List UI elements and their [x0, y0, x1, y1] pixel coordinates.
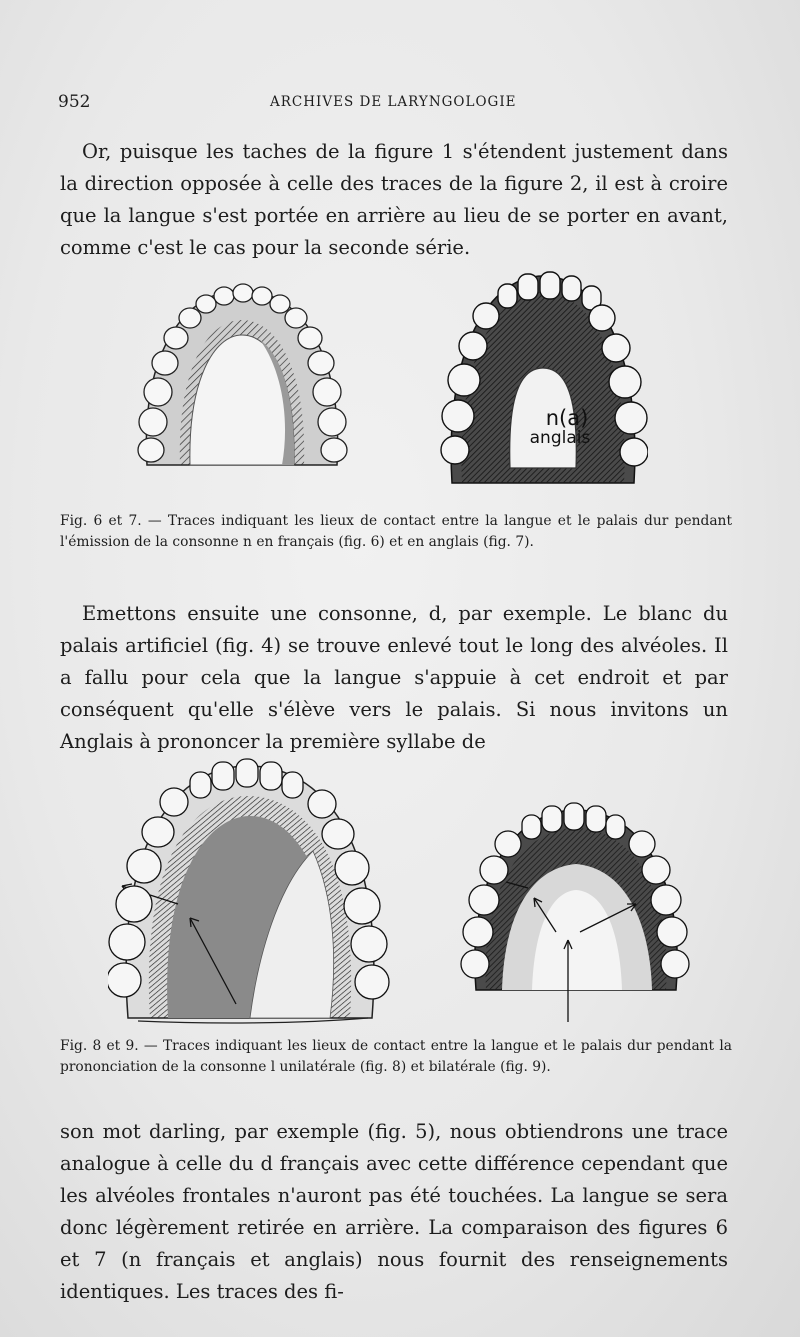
paragraph-2: Emettons ensuite une consonne, d, par exemple. Le blanc du palais artificiel (fig. 4) se trouve enlevé tout le long des alvéoles. Il a fallu pour cela que la langue s'appuie à cet endroit et par conséquent qu'elle s'élève vers le palais. Si nous invitons un Anglais à prononcer la première syllabe de [60, 602, 728, 753]
caption-figures-8-9: Fig. 8 et 9. — Traces indiquant les lieux de contact entre la langue et le palais dur pendant la prononciation de la consonne l unilatérale (fig. 8) et bilatérale (fig. 9). [60, 1038, 732, 1075]
caption-figures-6-7: Fig. 6 et 7. — Traces indiquant les lieux de contact entre la langue et le palais dur pendant l'émission de la consonne n en français (fig. 6) et en anglais (fig. 7). [60, 513, 732, 550]
figure-6-palate-french-n [132, 280, 352, 480]
page-number: 952 [58, 92, 91, 112]
figure-7-label-anglais: anglais [529, 428, 591, 448]
running-head [58, 92, 738, 116]
paragraph-3: son mot darling, par exemple (fig. 5), nous obtiendrons une trace analogue à celle du d français avec cette différence cependant que les alvéoles frontales n'auront pas été touchées. La langue se sera donc légèrement retirée en arrière. La comparaison des figures 6 et 7 (n français et anglais) nous fournit des renseignements identiques. Les traces des fi- [60, 1120, 728, 1303]
figure-7-label-n: n(a) [545, 406, 589, 430]
running-title: ARCHIVES DE LARYNGOLOGIE [270, 94, 517, 110]
figure-8-palate-unilateral-l [108, 756, 390, 1026]
figure-9-palate-bilateral-l [458, 800, 693, 1025]
figure-7-palate-english-n [438, 268, 648, 494]
paragraph-1: Or, puisque les taches de la figure 1 s'étendent justement dans la direction opposée à celle des traces de la figure 2, il est à croire que la langue s'est portée en arrière au lieu de se porter en avant, comme c'est le cas pour la seconde série. [60, 140, 728, 259]
